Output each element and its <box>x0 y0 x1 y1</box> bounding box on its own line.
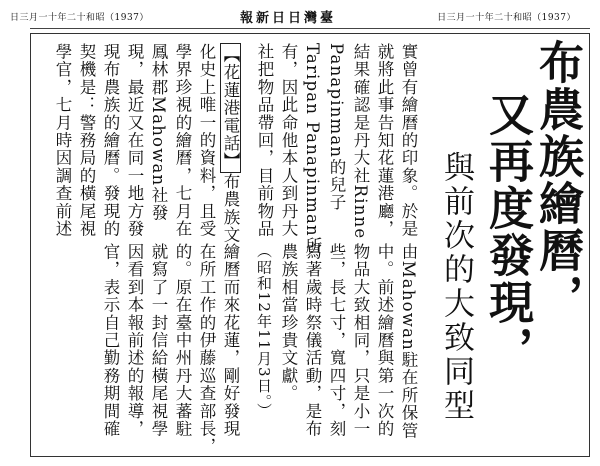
body-column: Panapinman的兒子 <box>327 43 346 212</box>
body-column: 官，表示自己勤務期間確 <box>101 243 120 438</box>
headline-line-1: 布農族繪曆， <box>531 39 584 321</box>
body-column: 契機是：警務局的橫尾視 <box>77 43 96 238</box>
body-column: 就寫了一封信給橫尾視學 <box>149 243 168 438</box>
body-column: 由Mahowan駐在所保管 <box>399 243 418 440</box>
headline-subtitle: 與前次的大致同型 <box>438 151 474 423</box>
body-column: Taripan Panapinman所 <box>303 43 322 255</box>
body-column: 農族相當珍貴文獻。 <box>279 243 298 403</box>
body-column: 的。原在臺中州丹大蕃駐 <box>173 243 192 438</box>
masthead-rule <box>30 28 590 29</box>
body-column: 就將此事告知花蓮港廳， <box>375 43 394 238</box>
body-column: 學官，七月時因調查前述 <box>53 43 72 238</box>
body-column: 鳳林郡Mahowan社發 <box>149 43 168 222</box>
body-column: 些，長七寸，寬四寸，刻 <box>327 243 346 438</box>
masthead-date-right: 日三月一十年二十和昭（1937） <box>437 13 576 23</box>
body-column: 物品大致相同，只是小一 <box>351 243 370 438</box>
headline-line-2: 又再度發現， <box>481 91 534 373</box>
newspaper-name: 報新日日灣臺 <box>240 11 337 26</box>
body-column: 社把物品帶回，目前物品 <box>255 43 274 238</box>
body-column: 現，最近又在同一地方發 <box>125 43 144 238</box>
body-column: 因看到本報前述的報導， <box>125 243 144 438</box>
body-column: 繪曆而來花蓮，剛好發現 <box>221 243 240 438</box>
body-column: 實曾有繪曆的印象。於是 <box>399 43 418 238</box>
body-column: 現布農族的繪曆。發現的 <box>101 43 120 238</box>
masthead-date-left: 日三月一十年二十和昭（1937） <box>10 13 149 23</box>
body-column: 學界珍視的繪曆，七月在 <box>173 43 192 238</box>
newspaper-masthead <box>0 4 600 30</box>
body-column-with-dateline <box>218 43 242 244</box>
news-article <box>30 33 590 457</box>
body-column: 結果確認是丹大社Rinne <box>351 43 370 240</box>
body-column: 布農族文 <box>221 172 240 244</box>
body-column: 寫著歲時祭儀活動，是布 <box>303 243 322 438</box>
article-dateline: 【花蓮港電話】 <box>220 43 241 173</box>
body-column: 有，因此命他本人到丹大 <box>279 43 298 238</box>
article-signoff: （昭和12年11月3日。） <box>255 243 273 419</box>
body-column: 中。前述繪曆與第一次的 <box>375 243 394 438</box>
body-column: 化史上唯一的資料，且受 <box>197 43 216 238</box>
body-column: 在所工作的伊藤巡查部長， <box>197 243 216 456</box>
